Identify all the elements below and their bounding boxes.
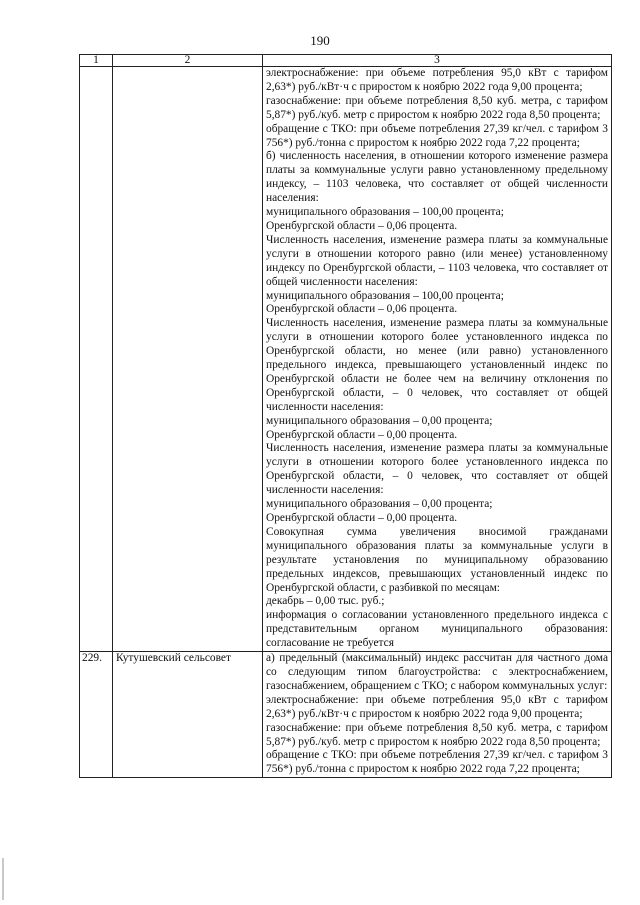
description-paragraph: муниципального образования – 0,00 процента; (266, 414, 493, 427)
municipality-name: Кутушевский сельсовет (113, 652, 263, 778)
index-description (263, 67, 612, 652)
description-paragraph: электроснабжение: при объеме потребления 95,0 кВт с тарифом 2,63*) руб./кВт·ч с приростом к ноябрю 2022 года 9,00 процента; (266, 67, 608, 93)
description-paragraph: обращение с ТКО: при объеме потребления 27,39 кг/чел. с тарифом 3 756*) руб./тонна с приростом к ноябрю 2022 года 7,22 процента; (266, 749, 608, 776)
table-row (80, 652, 612, 778)
description-paragraph: Численность населения, изменение размера платы за коммунальные услуги в отношении которого равно (или менее) установленному индексу по Оренбургской области, – 1103 человека, что составляет от общей численности населения: (266, 233, 608, 288)
description-paragraph: декабрь – 0,00 тыс. руб.; (266, 595, 385, 608)
description-paragraph: Оренбургской области – 0,00 процента. (266, 428, 458, 441)
column-header: 2 (113, 55, 263, 67)
description-paragraph: Оренбургской области – 0,00 процента. (266, 512, 458, 524)
municipality-name (113, 67, 263, 652)
description-paragraph: газоснабжение: при объеме потребления 8,50 куб. метра, с тарифом 5,87*) руб./куб. метр с приростом к ноябрю 2022 года 8,50 процента; (266, 94, 608, 121)
description-paragraph: Совокупная сумма увеличения вносимой гражданами муниципального образования платы за коммунальные услуги в результате установления по муниципальному образованию предельных индексов, превышающих установленный индекс по Оренбургской области, с разбивкой по месяцам: (266, 525, 608, 594)
description-paragraph: муниципального образования – 100,00 процента; (266, 289, 504, 302)
table-header-row (80, 55, 612, 67)
page-number: 190 (310, 33, 330, 48)
scan-edge-mark (2, 858, 4, 900)
description-paragraph: а) предельный (максимальный) индекс рассчитан для частного дома со следующим типом благоустройства: с электроснабжением, газоснабжением, обращением с ТКО; с набором коммунальных услуг: (266, 652, 608, 692)
description-paragraph: газоснабжение: при объеме потребления 8,50 куб. метра, с тарифом 5,87*) руб./куб. метр с приростом к ноябрю 2022 года 8,50 процента; (266, 721, 608, 748)
description-paragraph: б) численность населения, в отношении которого изменение размера платы за коммунальные услуги равно установленному предельному индексу, – 1103 человека, что составляет от общей численности населения: (266, 150, 608, 205)
description-paragraph: информация о согласовании установленного предельного индекса с представительным органом муниципального образования: согласование не требуется (266, 609, 608, 650)
column-header: 3 (263, 55, 612, 67)
description-paragraph: Численность населения, изменение размера платы за коммунальные услуги в отношении которого более установленного индекса по Оренбургской области, – 0 человек, что составляет от общей численности населения: (266, 442, 608, 497)
index-description (263, 652, 612, 778)
description-paragraph: муниципального образования – 100,00 процента; (266, 206, 504, 219)
row-number: 229. (80, 652, 113, 778)
description-paragraph: Оренбургской области – 0,06 процента. (266, 219, 458, 232)
municipal-index-table (79, 54, 612, 778)
row-number (80, 67, 113, 652)
description-paragraph: Численность населения, изменение размера платы за коммунальные услуги в отношении которого более установленного индекса по Оренбургской области, но менее (или равно) установленного предельного индекса, превышающего установленный индекс по Оренбургской области не более чем на величину отклонения по Оренбургской области, – 0 человек, что составляет от общей численности населения: (266, 317, 608, 413)
table-row (80, 67, 612, 652)
description-paragraph: муниципального образования – 0,00 процента; (266, 498, 493, 511)
description-paragraph: Оренбургской области – 0,06 процента. (266, 303, 458, 316)
description-paragraph: обращение с ТКО: при объеме потребления 27,39 кг/чел. с тарифом 3 756*) руб./тонна с приростом к ноябрю 2022 года 7,22 процента; (266, 122, 608, 149)
description-paragraph: электроснабжение: при объеме потребления 95,0 кВт с тарифом 2,63*) руб./кВт·ч с приростом к ноябрю 2022 года 9,00 процента; (266, 693, 608, 720)
column-header: 1 (80, 55, 113, 67)
